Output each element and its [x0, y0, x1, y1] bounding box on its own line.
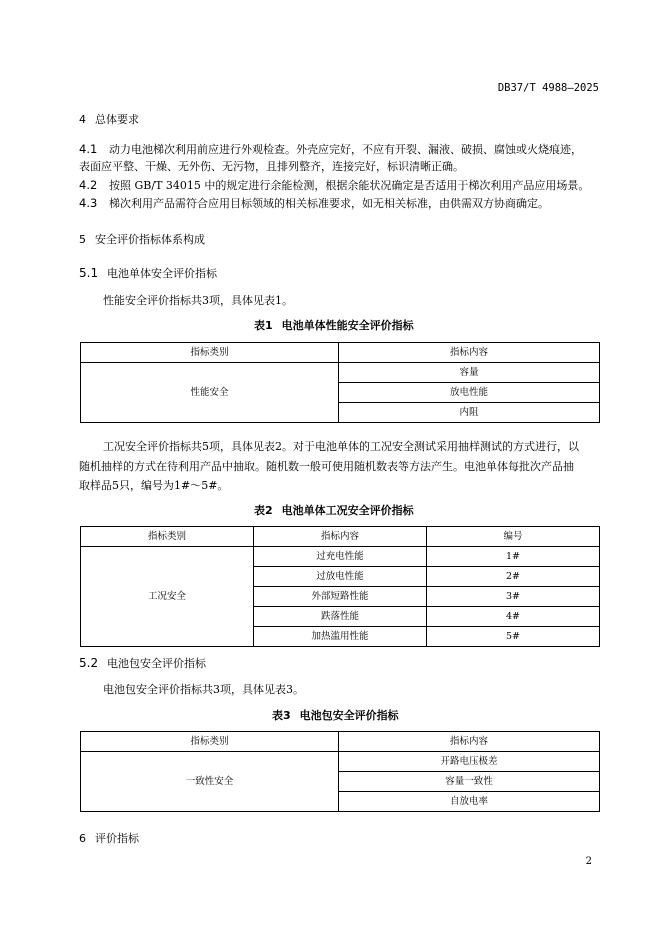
category-cell: 性能安全 — [81, 363, 339, 423]
item-cell: 容量一致性 — [339, 772, 600, 792]
table2-intro — [79, 437, 599, 496]
section-6-heading — [79, 830, 139, 846]
clause-4-1-continued: 表面应平整、干燥、无外伤、无污物，且排列整齐，连接完好，标识清晰正确。 — [79, 160, 464, 173]
clause-text: 动力电池梯次利用前应进行外观检查。外壳应完好，不应有开裂、漏液、破损、腐蚀或火烧痕迹， — [109, 143, 582, 156]
item-cell: 过充电性能 — [254, 547, 427, 567]
subsection-title: 电池单体安全评价指标 — [107, 267, 217, 280]
table-3 — [80, 731, 600, 812]
section-4-heading — [79, 111, 139, 127]
section-title: 总体要求 — [95, 113, 139, 126]
header-cell: 指标类别 — [81, 343, 339, 363]
section-number: 6 — [79, 832, 86, 845]
table-header-row — [81, 732, 600, 752]
table-label: 表1 — [254, 319, 273, 332]
category-cell: 工况安全 — [81, 547, 254, 647]
clause-4-1 — [79, 140, 582, 160]
paragraph-line: 取样品5只，编号为1#～5#。 — [79, 479, 229, 492]
item-cell: 加热滥用性能 — [254, 627, 427, 647]
clause-number: 4.1 — [79, 142, 98, 156]
page-number: 2 — [585, 856, 592, 867]
clause-number: 4.3 — [79, 196, 98, 210]
code-cell: 3# — [427, 587, 600, 607]
table1-caption — [254, 317, 414, 333]
header-cell: 指标内容 — [254, 527, 427, 547]
subsection-5-1-heading — [79, 265, 217, 281]
header-cell: 指标类别 — [81, 732, 339, 752]
table-row — [81, 547, 600, 567]
table-row — [81, 752, 600, 772]
clause-text: 按照 GB/T 34015 中的规定进行余能检测，根据余能状况确定是否适用于梯次利用产品应用场景。 — [109, 179, 590, 192]
table-title: 电池单体工况安全评价指标 — [281, 504, 414, 517]
header-cell: 指标类别 — [81, 527, 254, 547]
item-cell: 放电性能 — [339, 383, 600, 403]
table-header-row — [81, 527, 600, 547]
paragraph-line: 工况安全评价指标共5项，具体见表2。对于电池单体的工况安全测试采用抽样测试的方式进行，以 — [103, 440, 579, 453]
section-number: 5 — [79, 233, 86, 246]
code-cell: 4# — [427, 607, 600, 627]
item-cell: 外部短路性能 — [254, 587, 427, 607]
paragraph-line: 随机抽样的方式在待利用产品中抽取。随机数一般可使用随机数表等方法产生。电池单体每批次产品抽 — [79, 459, 574, 473]
table-2 — [80, 526, 600, 647]
table-header-row — [81, 343, 600, 363]
item-cell: 容量 — [339, 363, 600, 383]
table2-caption — [254, 502, 414, 518]
category-cell: 一致性安全 — [81, 752, 339, 812]
subsection-number: 5.1 — [79, 266, 99, 280]
table-label: 表2 — [254, 504, 273, 517]
item-cell: 自放电率 — [339, 792, 600, 812]
code-cell: 1# — [427, 547, 600, 567]
header-cell: 指标内容 — [339, 343, 600, 363]
table-row — [81, 363, 600, 383]
header-cell: 指标内容 — [339, 732, 600, 752]
subsection-number: 5.2 — [79, 656, 99, 670]
section-5-heading — [79, 231, 205, 247]
table1-intro: 性能安全评价指标共3项，具体见表1。 — [103, 294, 293, 307]
clause-text: 梯次利用产品需符合应用目标领域的相关标准要求，如无相关标准，由供需双方协商确定。 — [109, 197, 549, 210]
code-cell: 2# — [427, 567, 600, 587]
section-title: 评价指标 — [95, 832, 139, 845]
item-cell: 内阻 — [339, 403, 600, 423]
subsection-5-2-heading — [79, 655, 206, 671]
table-label: 表3 — [272, 709, 291, 722]
table-title: 电池包安全评价指标 — [299, 709, 399, 722]
section-title: 安全评价指标体系构成 — [95, 233, 205, 246]
section-number: 4 — [79, 113, 86, 126]
table3-intro: 电池包安全评价指标共3项，具体见表3。 — [103, 683, 304, 696]
standard-code: DB37/T 4988—2025 — [497, 82, 599, 94]
item-cell: 开路电压极差 — [339, 752, 600, 772]
item-cell: 跌落性能 — [254, 607, 427, 627]
header-cell: 编号 — [427, 527, 600, 547]
table-1 — [80, 342, 600, 423]
subsection-title: 电池包安全评价指标 — [107, 657, 206, 670]
item-cell: 过放电性能 — [254, 567, 427, 587]
clause-number: 4.2 — [79, 178, 98, 192]
table3-caption — [272, 707, 399, 723]
code-cell: 5# — [427, 627, 600, 647]
clause-4-3 — [79, 194, 549, 214]
clause-4-2 — [79, 176, 589, 196]
table-title: 电池单体性能安全评价指标 — [281, 319, 414, 332]
